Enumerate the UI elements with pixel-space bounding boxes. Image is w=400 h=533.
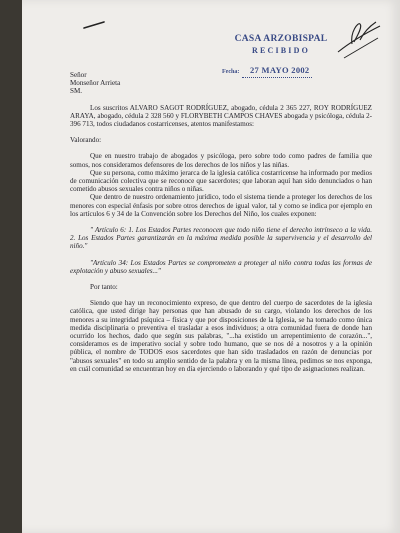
paragraph-1: Que en nuestro trabajo de abogados y psicóloga, pero sobre todo como padres de familia que somos, nos consideramos defensores de los derechos de los niños y las niñas. — [70, 152, 372, 169]
intro-paragraph: Los suscritos ALVARO SAGOT RODRÍGUEZ, abogado, cédula 2 365 227, ROY RODRÍGUEZ ARAYA, abogado, cédula 2 328 560 y FLORYBETH CAMPOS CHAVES abogada y psicóloga, cédula 2- 396 713, todos ciudadanos costarricenses, atentos manifestamos: — [70, 103, 372, 129]
stamp-date-value: 27 MAYO 2002 — [250, 65, 310, 75]
address-line-3: SM. — [70, 87, 83, 96]
valorando-heading: Valorando: — [70, 136, 102, 145]
paragraph-3: Que dentro de nuestro ordenamiento jurídico, todo el sistema tiende a proteger los derechos de los menores con especial énfasis por sobre otros derechos de igual valor, tal y como se indica por ejemplo en los artículos 6 y 34 de la Convención sobre los Derechos del Niño, los cuales exponen: — [70, 193, 372, 218]
paragraph-2: Que su persona, como máximo jerarca de la iglesia católica costarricense ha informado por medios de comunicación colectiva que se reconoce que sacerdotes; que laboran aquí han sido denunciados o han cometido abusos sexuales contra niños o niñas. — [70, 168, 372, 194]
letter-body — [70, 71, 372, 373]
address-line-2: Monseñor Arrieta — [70, 79, 121, 88]
quote-article-34: "Artículo 34: Los Estados Partes se comprometen a proteger al niño contra todas las formas de explotación y abuso sexuales..." — [70, 258, 372, 275]
pen-mark-icon — [82, 18, 106, 32]
address-line-1: Señor — [70, 71, 87, 79]
stamp-institution: CASA ARZOBISPAL — [234, 34, 328, 44]
stamp-date-label: Fecha: — [222, 69, 240, 75]
stamp-received: RECIBIDO — [251, 46, 311, 55]
paragraph-4: Siendo que hay un reconocimiento expreso, de que dentro del cuerpo de sacerdotes de la iglesia católica, que usted dirige hay personas que han abusado de su cargo, violando los derechos de los menores a su integridad psíquica – física y que por disposiciones de la Iglesia, se ha tomado como única medida disciplinaria o preventiva el trasladar a esos individuos; a otra comunidad fuera de donde han ocurrido los hechos, dado que según sus palabras, "...ha existido un arrepentimiento de corazón...", consideramos es de imperativo social y sobre todo humano, que se nos dé a nosotros y a la opinión pública, el nombre de TODOS esos sacerdotes que han sido trasladados en razón de denuncias por "abusos sexuales" en todo su amplio sentido de la palabra y en la misma línea, pedimos se nos exponga, en cuál comunidad se encuentran hoy en día ejerciendo o laborando y qué tipo de asignaciones realizan. — [70, 299, 372, 373]
quote-article-6: " Artículo 6: 1. Los Estados Partes reconocen que todo niño tiene el derecho intrínseco a la vida. 2. Los Estados Partes garantizarán en la máxima medida posible la supervivencia y el desarrollo del niño." — [70, 226, 372, 251]
portanto-heading: Por tanto: — [90, 283, 118, 292]
received-stamp — [222, 34, 340, 55]
